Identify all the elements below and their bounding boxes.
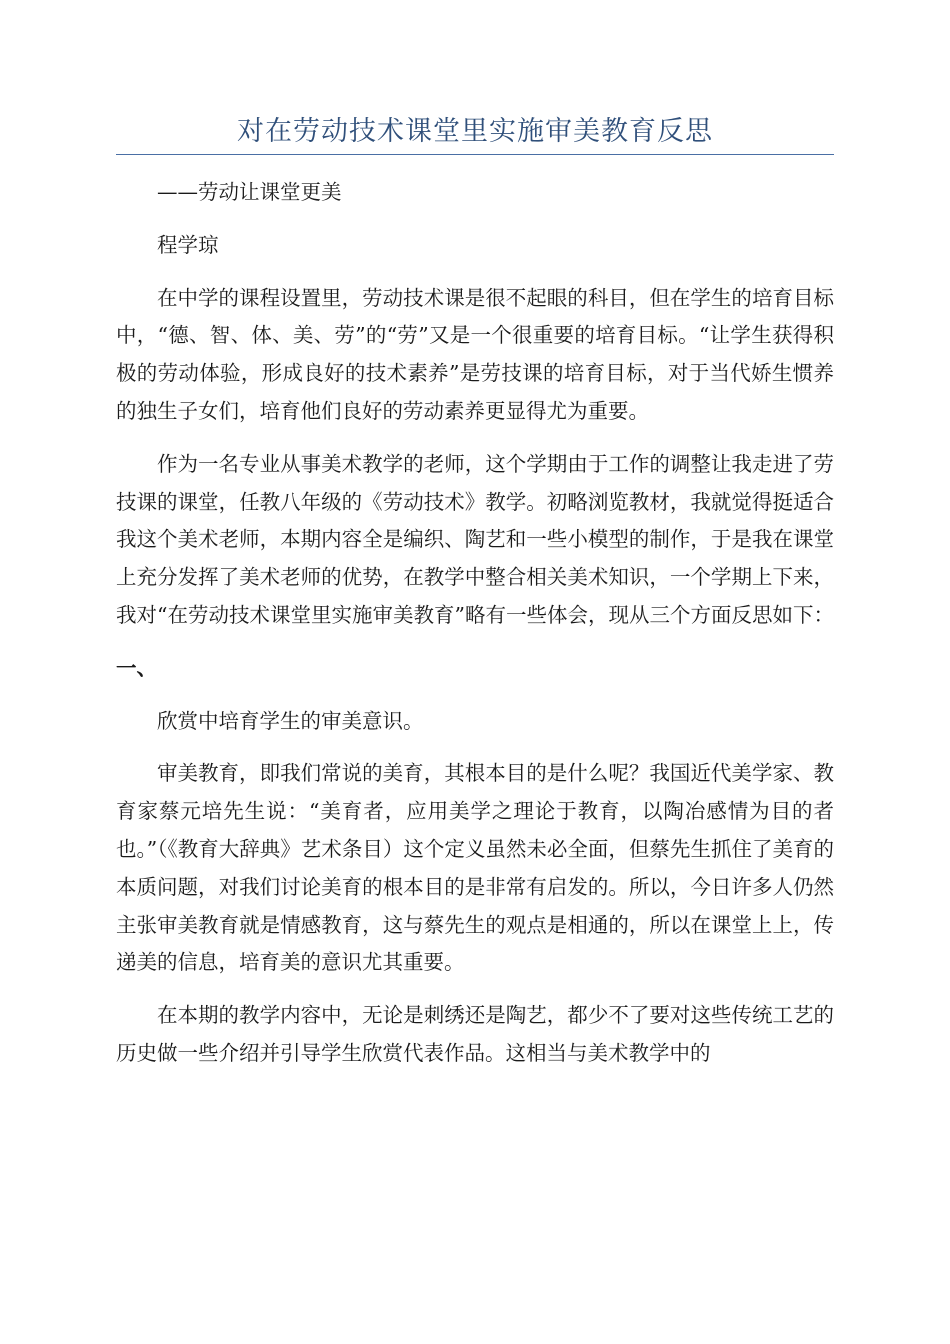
paragraph: 在中学的课程设置里，劳动技术课是很不起眼的科目，但在学生的培育目标中，“德、智、体、美、劳”的“劳”又是一个很重要的培育目标。“让学生获得积极的劳动体验，形成良好的技术素养”是劳技课的培育目标，对于当代娇生惯养的独生子女们，培育他们良好的劳动素养更显得尤为重要。	[116, 285, 834, 423]
document-body	[116, 174, 834, 1088]
paragraph: 作为一名专业从事美术教学的老师，这个学期由于工作的调整让我走进了劳技课的课堂，任教八年级的《劳动技术》教学。初略浏览教材，我就觉得挺适合我这个美术老师，本期内容全是编织、陶艺和一些小模型的制作，于是我在课堂上充分发挥了美术老师的优势，在教学中整合相关美术知识，一个学期上下来，我对“在劳动技术课堂里实施审美教育”略有一些体会，现从三个方面反思如下：	[116, 451, 834, 627]
document-title: 对在劳动技术课堂里实施审美教育反思	[237, 116, 713, 147]
section-number: 一、	[116, 655, 157, 680]
author-name: 程学琼	[157, 232, 219, 257]
section-heading: 欣赏中培育学生的审美意识。	[157, 708, 424, 733]
paragraph: 在本期的教学内容中，无论是刺绣还是陶艺，都少不了要对这些传统工艺的历史做一些介绍并引导学生欣赏代表作品。这相当与美术教学中的	[116, 1003, 834, 1065]
subtitle: ——劳动让课堂更美	[157, 180, 342, 204]
title-underline	[116, 154, 834, 155]
paragraph: 审美教育，即我们常说的美育，其根本目的是什么呢？我国近代美学家、教育家蔡元培先生说：“美育者，应用美学之理论于教育，以陶冶感情为目的者也。”（《教育大辞典》艺术条目）这个定义虽然未必全面，但蔡先生抓住了美育的本质问题，对我们讨论美育的根本目的是非常有启发的。所以，今日许多人仍然主张审美教育就是情感教育，这与蔡先生的观点是相通的，所以在课堂上上，传递美的信息，培育美的意识尤其重要。	[116, 761, 834, 975]
